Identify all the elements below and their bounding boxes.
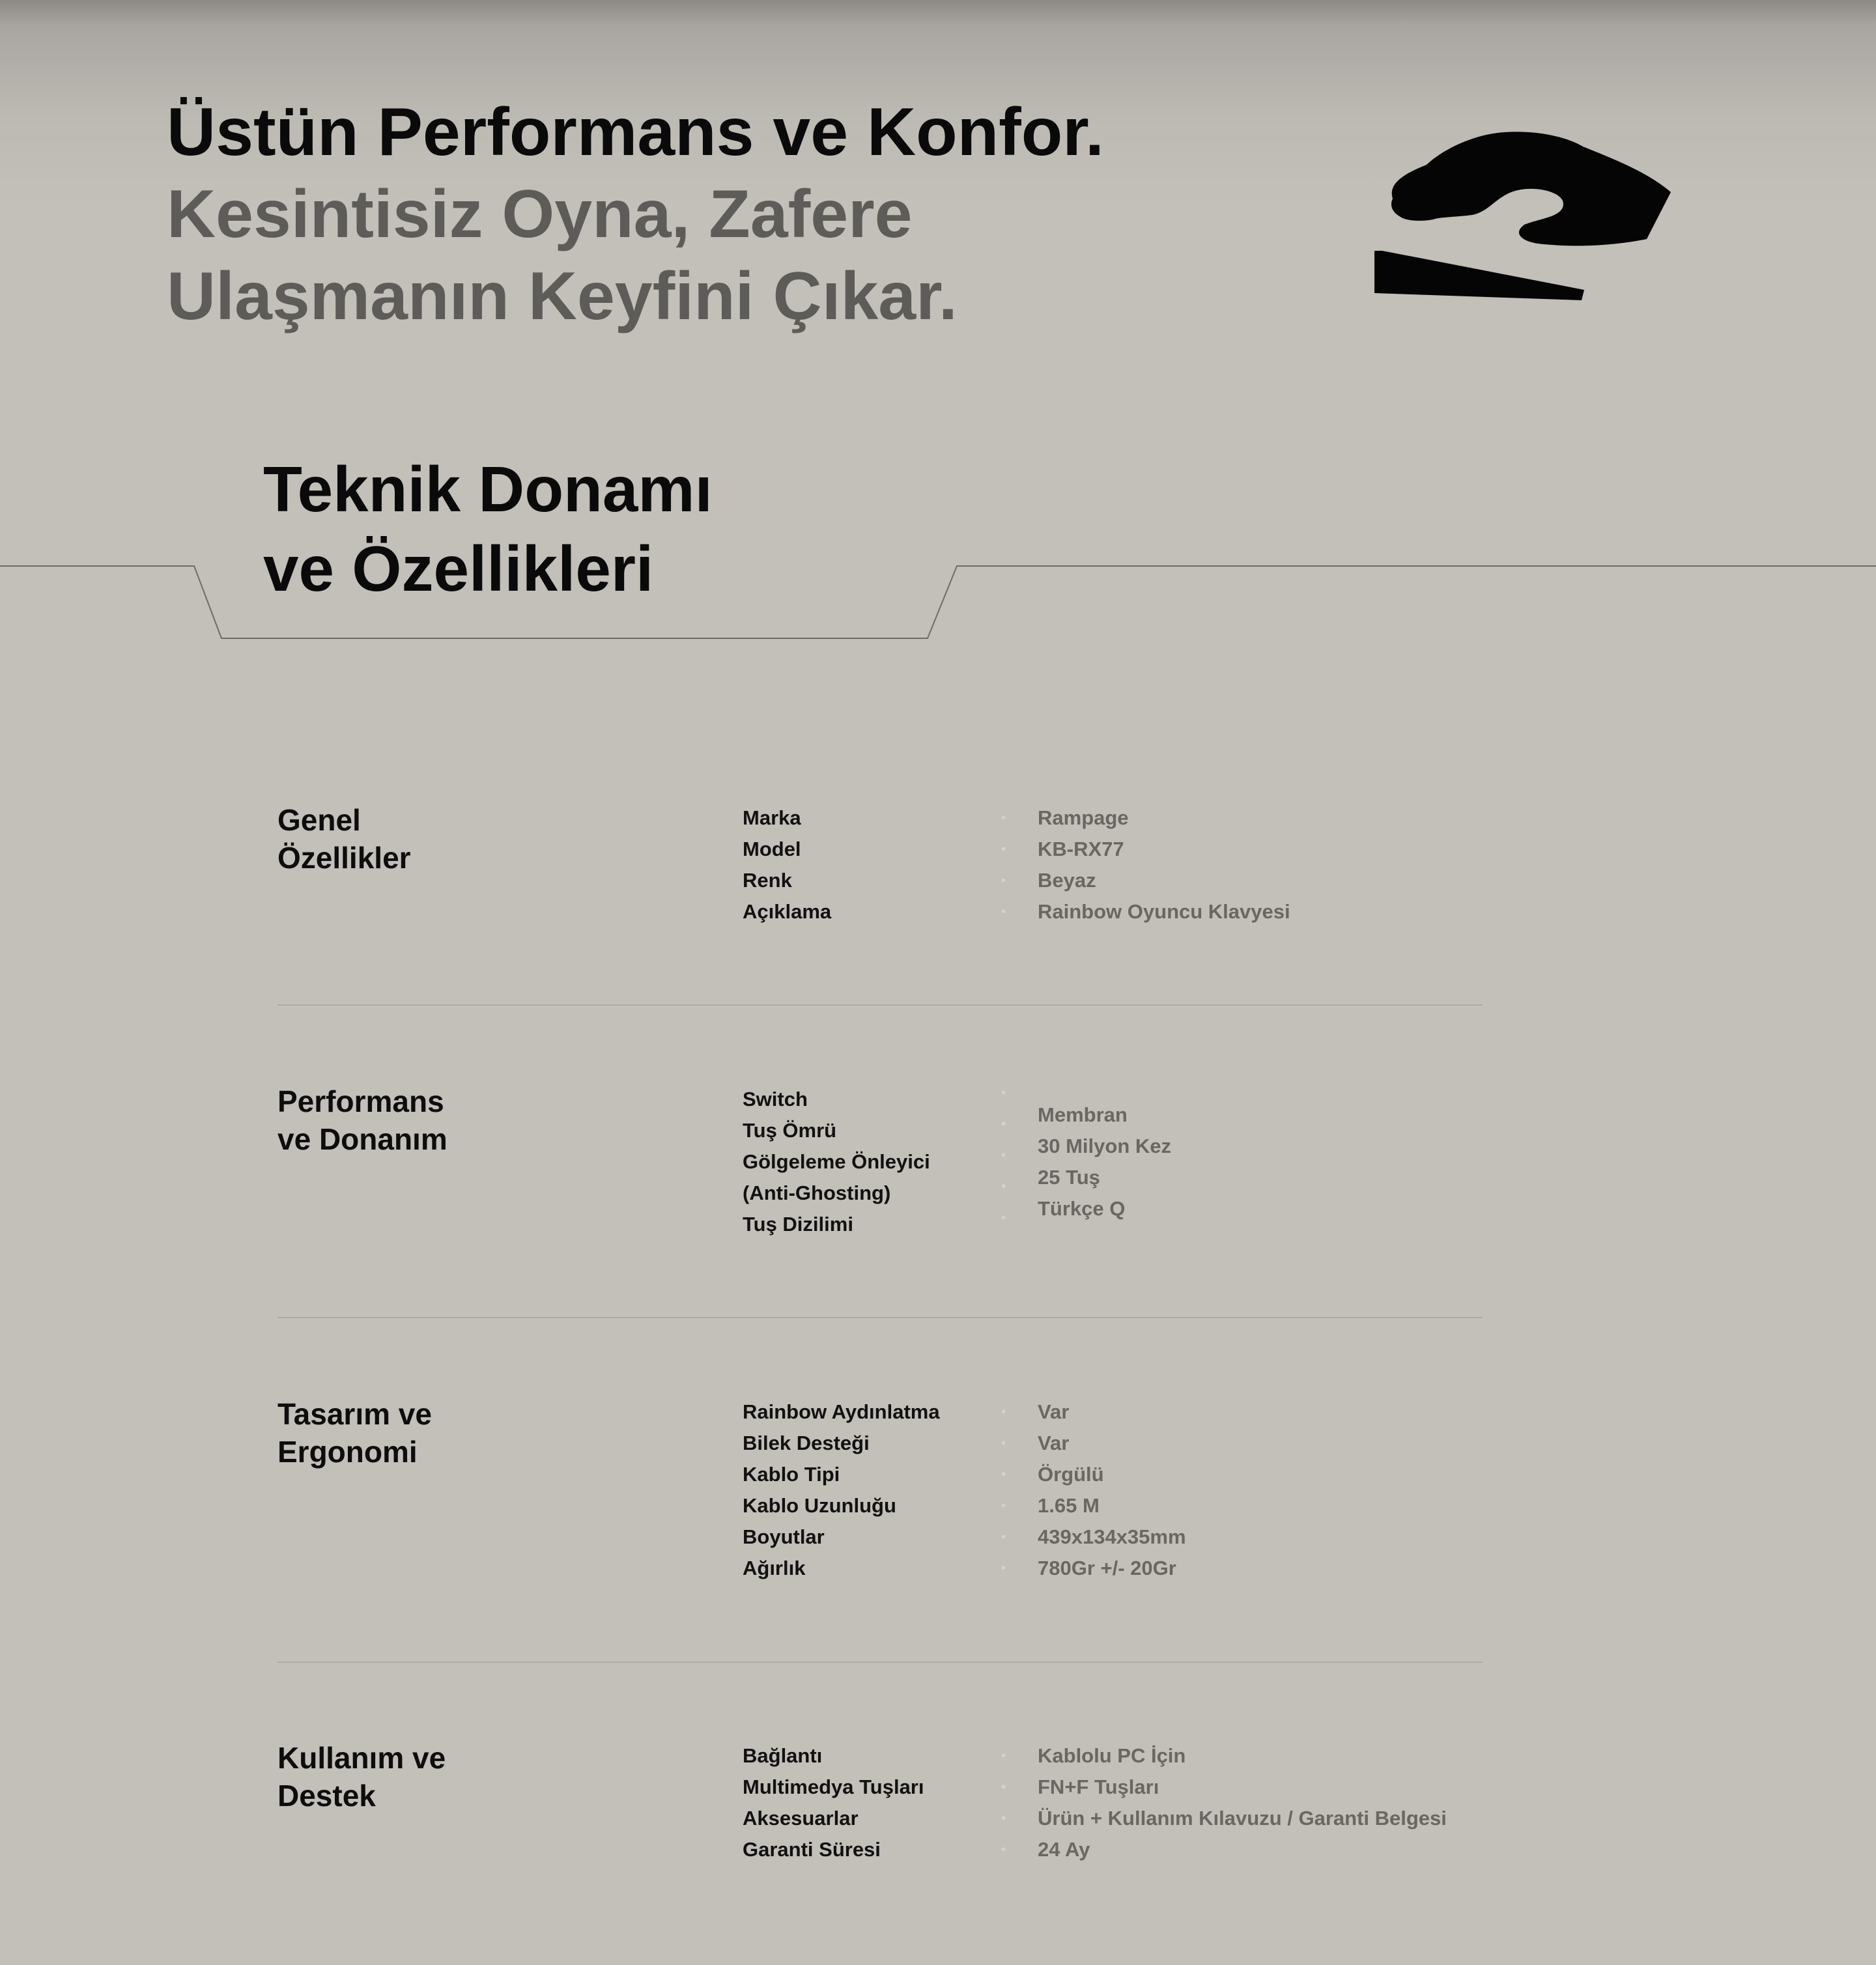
spec-label: (Anti-Ghosting) — [743, 1181, 891, 1204]
spec-value: 439x134x35mm — [1038, 1525, 1186, 1548]
spec-label: Marka — [743, 806, 801, 829]
spec-values — [1038, 1396, 1186, 1584]
bullet-column — [1001, 1740, 1006, 1865]
group-title — [277, 1395, 432, 1471]
spec-value: Rainbow Oyuncu Klavyesi — [1038, 900, 1290, 923]
spec-label: Rainbow Aydınlatma — [743, 1400, 940, 1423]
group-divider — [277, 1317, 1483, 1318]
group-title-line-2: Destek — [277, 1779, 376, 1813]
spec-value: Beyaz — [1038, 869, 1096, 892]
group-title-line-2: ve Donanım — [277, 1122, 448, 1156]
spec-value: Membran — [1038, 1103, 1128, 1126]
bullet-icon: • — [1001, 905, 1006, 919]
group-title-line-1: Tasarım ve — [277, 1397, 432, 1431]
group-divider — [277, 1661, 1483, 1663]
bullet-icon: • — [1001, 1211, 1006, 1225]
group-title-line-2: Özellikler — [277, 841, 411, 875]
spec-group-general — [277, 801, 1483, 931]
spec-labels — [743, 1740, 924, 1865]
spec-label: Kablo Uzunluğu — [743, 1494, 896, 1517]
spec-value: Örgülü — [1038, 1463, 1104, 1486]
hero-line-1: Üstün Performans ve Konfor. — [167, 94, 1104, 170]
spec-label: Renk — [743, 869, 792, 892]
bullet-icon: • — [1001, 1180, 1006, 1194]
spec-value: KB-RX77 — [1038, 838, 1124, 860]
bullet-icon: • — [1001, 1086, 1006, 1100]
spec-labels — [743, 1396, 940, 1584]
spec-value: Türkçe Q — [1038, 1197, 1126, 1220]
bullet-icon: • — [1001, 1148, 1006, 1163]
bullet-icon: • — [1001, 1436, 1006, 1450]
spec-values — [1038, 1740, 1447, 1865]
spec-label: Multimedya Tuşları — [743, 1775, 924, 1798]
spec-label: Tuş Dizilimi — [743, 1213, 853, 1236]
spec-label: Switch — [743, 1088, 808, 1110]
spec-label: Boyutlar — [743, 1525, 825, 1548]
spec-label: Kablo Tipi — [743, 1463, 840, 1486]
hero-headline — [167, 91, 1104, 337]
spec-labels — [743, 802, 831, 927]
spec-value: Rampage — [1038, 806, 1129, 829]
spec-values — [1038, 802, 1290, 927]
bullet-icon: • — [1001, 1405, 1006, 1419]
group-title-line-1: Kullanım ve — [277, 1741, 446, 1775]
spec-value: Var — [1038, 1400, 1070, 1423]
spec-label: Açıklama — [743, 900, 832, 923]
spec-value: 24 Ay — [1038, 1838, 1090, 1861]
bullet-icon: • — [1001, 1780, 1006, 1794]
group-title-line-1: Performans — [277, 1084, 444, 1118]
bullet-icon: • — [1001, 1467, 1006, 1482]
spec-value: FN+F Tuşları — [1038, 1775, 1159, 1798]
spec-value: Kablolu PC İçin — [1038, 1744, 1186, 1767]
hero-line-2: Kesintisiz Oyna, Zafere — [167, 177, 913, 252]
spec-label: Bilek Desteği — [743, 1432, 870, 1454]
bullet-icon: • — [1001, 842, 1006, 856]
spec-value: 30 Milyon Kez — [1038, 1135, 1171, 1157]
spec-label: Model — [743, 838, 801, 860]
spec-group-design — [277, 1395, 1483, 1590]
bullet-column — [1001, 1077, 1006, 1234]
bullet-icon: • — [1001, 1811, 1006, 1826]
hero-line-3: Ulaşmanın Keyfini Çıkar. — [167, 259, 958, 334]
group-title-line-1: Genel — [277, 803, 361, 837]
bullet-icon: • — [1001, 811, 1006, 825]
spec-label: Gölgeleme Önleyici — [743, 1150, 930, 1173]
bullet-icon: • — [1001, 1749, 1006, 1763]
spec-label: Bağlantı — [743, 1744, 823, 1767]
section-title-line-1: Teknik Donamı — [263, 453, 713, 525]
bullet-column — [1001, 1396, 1006, 1584]
bullet-icon: • — [1001, 873, 1006, 888]
hand-on-keyboard-icon — [1368, 127, 1720, 309]
section-title — [263, 449, 713, 608]
bullet-icon: • — [1001, 1561, 1006, 1576]
spec-label: Garanti Süresi — [743, 1838, 881, 1861]
bullet-icon: • — [1001, 1499, 1006, 1513]
spec-value: 25 Tuş — [1038, 1166, 1100, 1189]
bullet-column — [1001, 802, 1006, 927]
group-title — [277, 1082, 448, 1158]
group-divider — [277, 1004, 1483, 1006]
spec-value: 780Gr +/- 20Gr — [1038, 1557, 1176, 1579]
section-title-line-2: ve Özellikleri — [263, 533, 654, 604]
spec-label: Tuş Ömrü — [743, 1119, 837, 1142]
spec-value: 1.65 M — [1038, 1494, 1100, 1517]
bullet-icon: • — [1001, 1117, 1006, 1131]
group-title — [277, 1739, 446, 1815]
spec-label: Aksesuarlar — [743, 1807, 859, 1830]
spec-value: Ürün + Kullanım Kılavuzu / Garanti Belgesi — [1038, 1807, 1447, 1830]
bullet-icon: • — [1001, 1843, 1006, 1857]
spec-label: Ağırlık — [743, 1557, 806, 1579]
spec-value: Var — [1038, 1432, 1070, 1454]
spec-group-performance — [277, 1082, 1483, 1245]
bullet-icon: • — [1001, 1530, 1006, 1544]
spec-values — [1038, 1099, 1171, 1224]
spec-labels — [743, 1084, 930, 1240]
group-title-line-2: Ergonomi — [277, 1435, 418, 1469]
spec-group-usage-support — [277, 1739, 1483, 1882]
group-title — [277, 801, 411, 877]
